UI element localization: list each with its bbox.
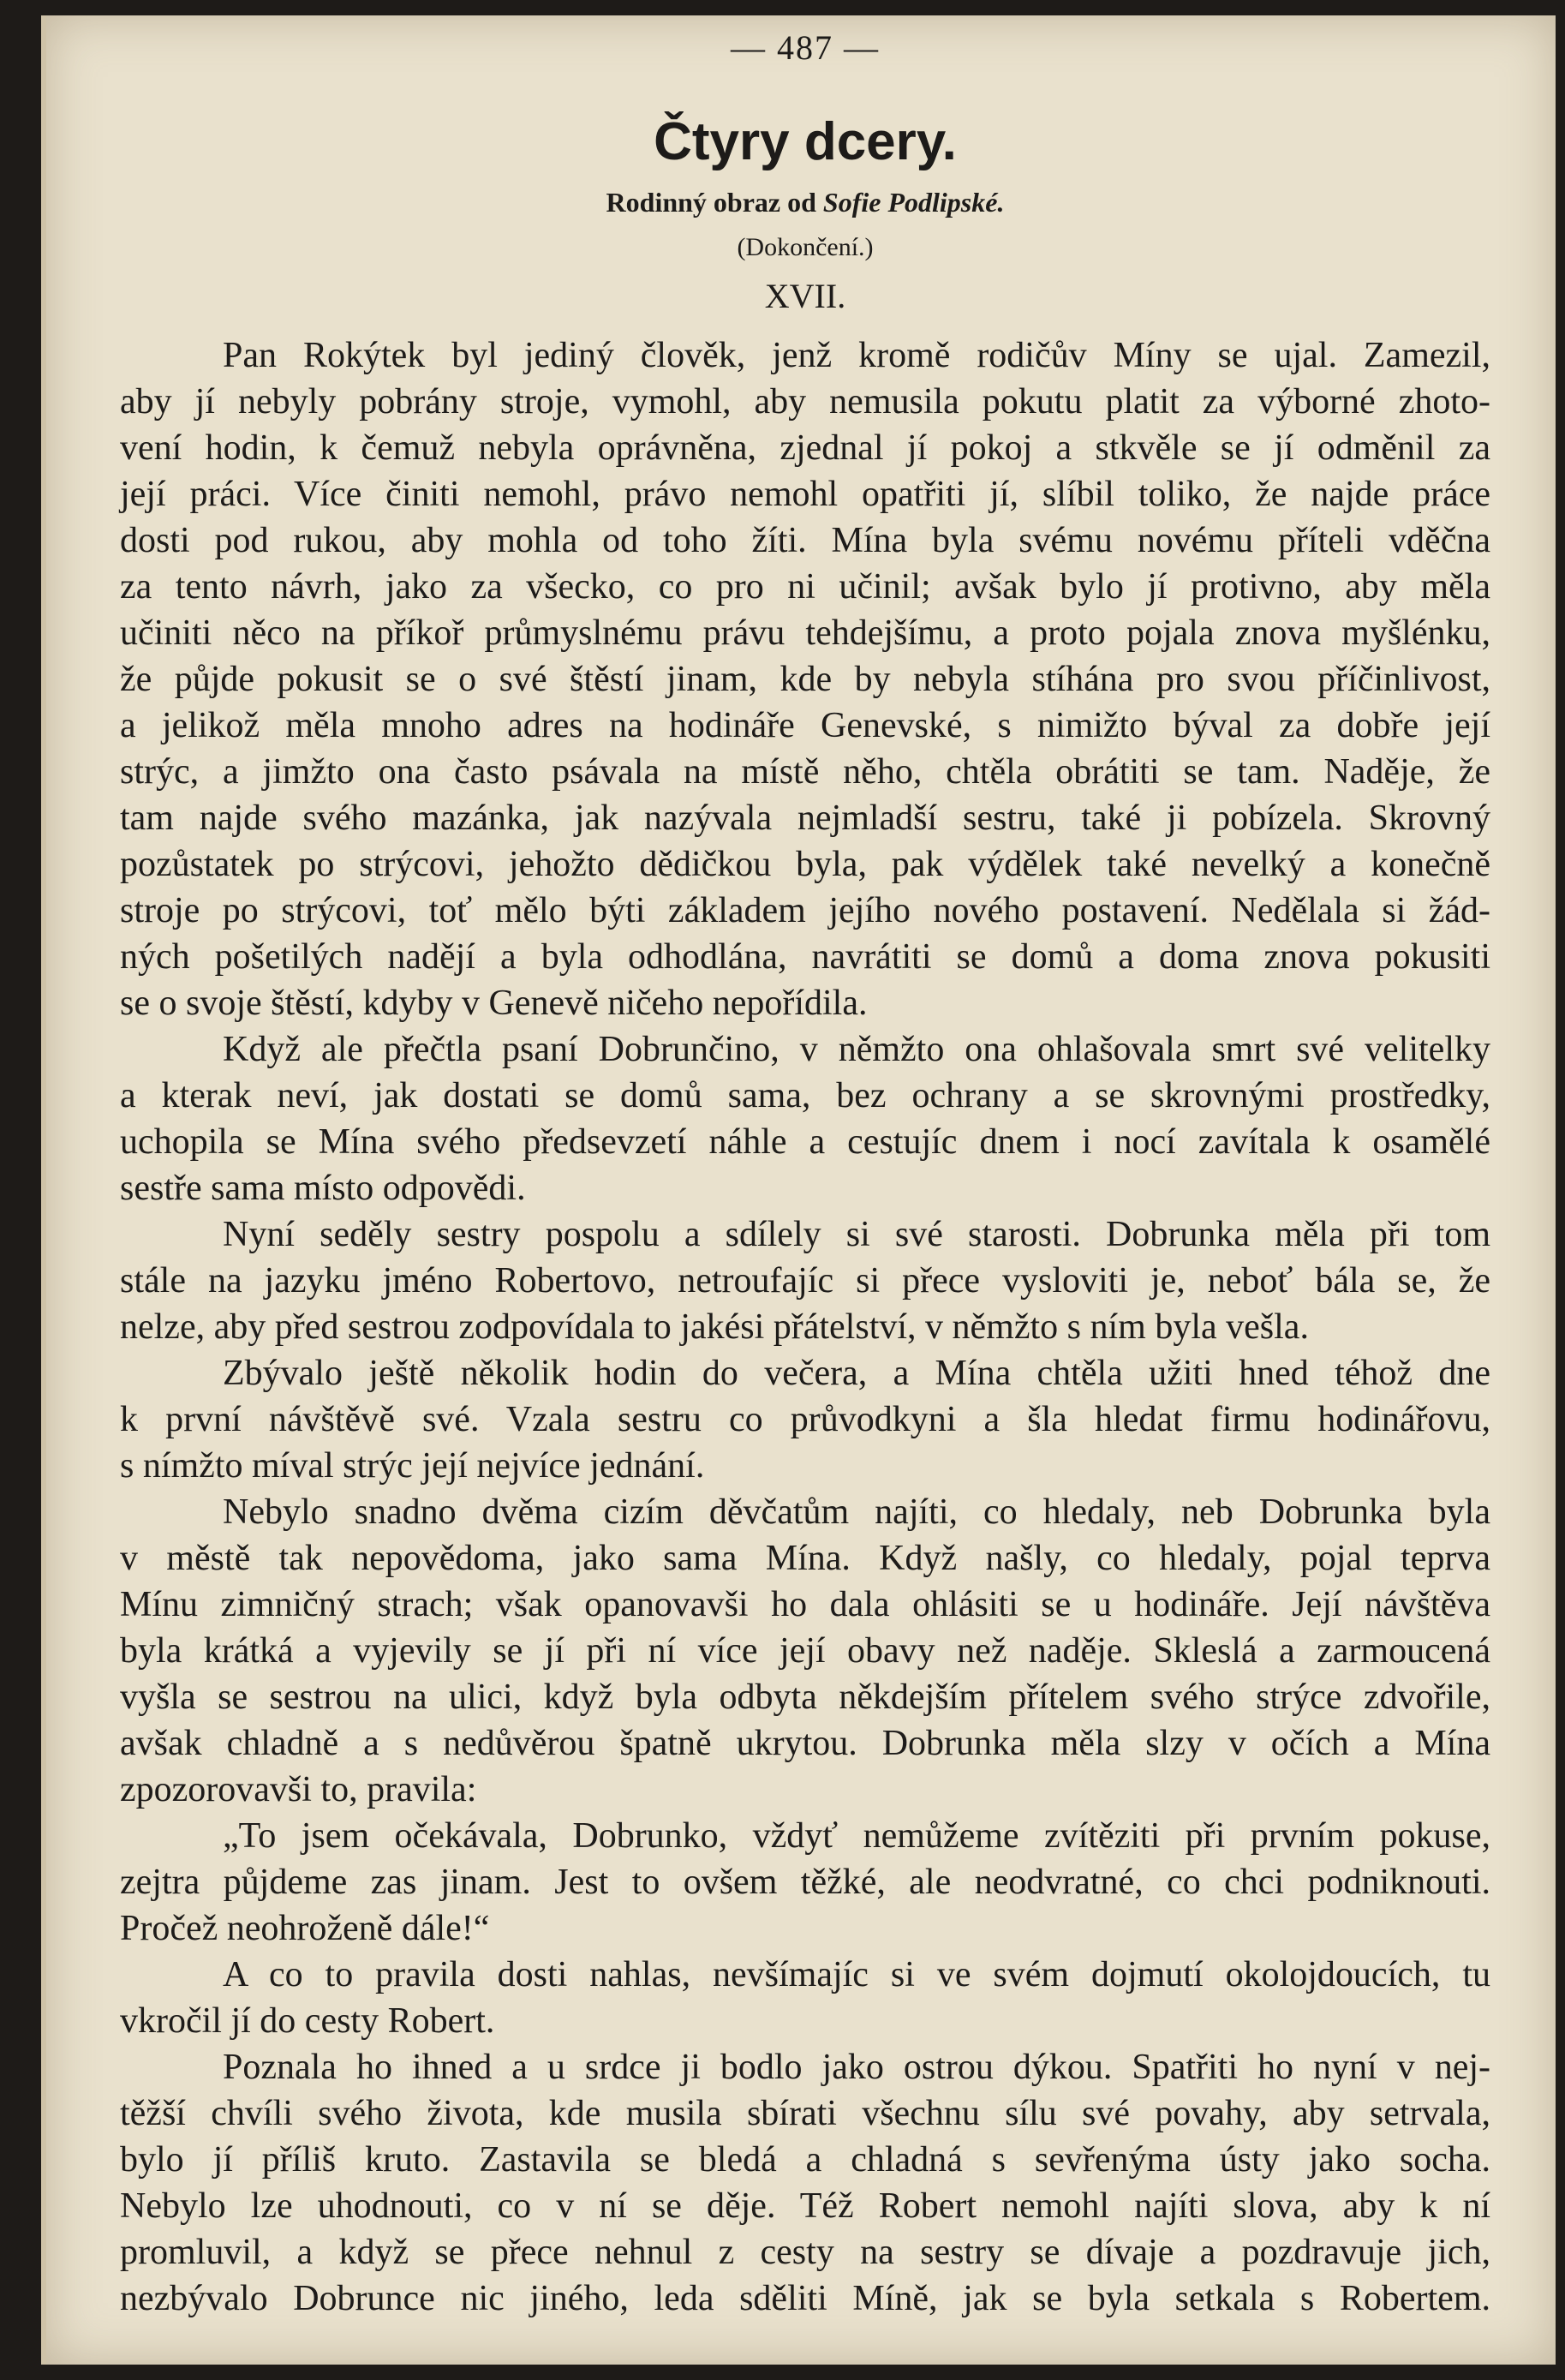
text-line: Poznala ho ihned a u srdce ji bodlo jako ostrou dýkou. Spatřiti ho nyní v nej- <box>223 2048 1490 2087</box>
text-line: nelze, aby před sestrou zodpovídala to jakési přátelství, v němžto s ním byla vešla. <box>120 1307 1309 1347</box>
page-title: Čtyry dcery. <box>654 112 957 171</box>
text-line: sestře sama místo odpovědi. <box>120 1169 526 1208</box>
text-line: Zbývalo ještě několik hodin do večera, a Mína chtěla užiti hned téhož dne <box>223 1354 1490 1393</box>
page-number: — 487 — <box>731 28 880 67</box>
chapter-heading: XVII. <box>764 277 846 315</box>
text-line: dosti pod rukou, aby mohla od toho žíti. Mína byla svému novému příteli vděčna <box>120 521 1490 560</box>
text-line: že půjde pokusit se o své štěstí jinam, kde by nebyla stíhána pro svou příčinlivost, <box>120 660 1490 699</box>
text-line: Nebylo snadno dvěma cizím děvčatům najíti, co hledaly, neb Dobrunka byla <box>223 1492 1490 1532</box>
continuation-note: (Dokončení.) <box>737 233 874 261</box>
text-line: Nyní seděly sestry pospolu a sdílely si své starosti. Dobrunka měla při tom <box>223 1215 1490 1254</box>
text-line: zpozorovavši to, pravila: <box>120 1770 477 1809</box>
text-line: stroje po strýcovi, toť mělo býti základem jejího nového postavení. Nedělala si žád- <box>120 891 1490 930</box>
text-line: a jelikož měla mnoho adres na hodináře Genevské, s nimižto býval za dobře její <box>120 706 1490 745</box>
text-line: zejtra půjdeme zas jinam. Jest to ovšem těžké, ale neodvratné, co chci podniknouti. <box>120 1863 1490 1902</box>
text-line: Pan Rokýtek byl jediný člověk, jenž kromě rodičův Míny se ujal. Zamezil, <box>223 336 1490 375</box>
text-line: Nebylo lze uhodnouti, co v ní se děje. Též Robert nemohl najíti slova, aby k ní <box>120 2186 1490 2226</box>
text-line: stále na jazyku jméno Robertovo, netroufajíc si přece vysloviti je, neboť bála se, že <box>120 1261 1490 1301</box>
text-line: v městě tak nepovědoma, jako sama Mína. Když našly, co hledaly, pojal teprva <box>120 1539 1490 1578</box>
text-line: strýc, a jimžto ona často psávala na místě něho, chtěla obrátiti se tam. Naděje, že <box>120 752 1490 792</box>
text-line: za tento návrh, jako za všecko, co pro ni učinil; avšak bylo jí protivno, aby měla <box>120 567 1490 607</box>
text-line: vkročil jí do cesty Robert. <box>120 2001 495 2041</box>
text-line: uchopila se Mína svého předsevzetí náhle a cestujíc dnem i nocí zavítala k osamělé <box>120 1122 1490 1162</box>
text-line: byla krátká a vyjevily se jí při ní více její obavy než naděje. Skleslá a zarmoucená <box>120 1631 1490 1671</box>
text-line: tam najde svého mazánka, jak nazývala nejmladší sestru, také ji pobízela. Skrovný <box>120 798 1490 838</box>
text-line: nezbývalo Dobrunce nic jiného, leda sděliti Míně, jak se byla setkala s Robertem. <box>120 2279 1490 2318</box>
text-line: Pročež neohroženě dále!“ <box>120 1909 490 1948</box>
text-line: bylo jí příliš kruto. Zastavila se bledá a chladná s sevřenýma ústy jako socha. <box>120 2140 1490 2180</box>
text-line: aby jí nebyly pobrány stroje, vymohl, aby nemusila pokutu platit za výborné zhoto- <box>120 382 1490 422</box>
text-line: promluvil, a když se přece nehnul z cesty na sestry se dívaje a pozdravuje jich, <box>120 2233 1490 2272</box>
subtitle-prefix: Rodinný obraz od <box>606 187 823 218</box>
text-line: ných pošetilých nadějí a byla odhodlána, navrátiti se domů a doma znova pokusiti <box>120 937 1490 977</box>
text-line: „To jsem očekávala, Dobrunko, vždyť nemůžeme zvítěziti při prvním pokuse, <box>223 1816 1490 1856</box>
text-line: a kterak neví, jak dostati se domů sama, bez ochrany a se skrovnými prostředky, <box>120 1076 1490 1115</box>
text-line: její práci. Více činiti nemohl, právo nemohl opatřiti jí, slíbil toliko, že najde práce <box>120 475 1490 514</box>
text-line: A co to pravila dosti nahlas, nevšímajíc si ve svém dojmutí okolojdoucích, tu <box>223 1955 1490 1994</box>
text-line: vyšla se sestrou na ulici, když byla odbyta někdejším přítelem svého strýce zdvořile, <box>120 1677 1490 1717</box>
book-page <box>41 15 1556 2365</box>
text-line: Mínu zimničný strach; však opanovavši ho dala ohlásiti se u hodináře. Její návštěva <box>120 1585 1490 1624</box>
text-line: pozůstatek po strýcovi, jehožto dědičkou byla, pak výdělek také nevelký a konečně <box>120 845 1490 884</box>
text-line: Když ale přečtla psaní Dobrunčino, v němžto ona ohlašovala smrt své velitelky <box>223 1030 1490 1069</box>
text-line: k první návštěvě své. Vzala sestru co průvodkyni a šla hledat firmu hodinářovu, <box>120 1400 1490 1439</box>
text-line: učiniti něco na příkoř průmyslnému právu tehdejšímu, a proto pojala znova myšlénku, <box>120 613 1490 653</box>
body-text <box>120 332 1490 2322</box>
subtitle-author: Sofie Podlipské. <box>822 187 1005 218</box>
text-line: vení hodin, k čemuž nebyla oprávněna, zjednal jí pokoj a stkvěle se jí odměnil za <box>120 428 1490 468</box>
text-line: těžší chvíli svého života, kde musila sbírati všechnu sílu své povahy, aby setrvala, <box>120 2094 1490 2133</box>
text-line: s nímžto míval strýc její nejvíce jednání. <box>120 1446 705 1486</box>
subtitle <box>120 187 1490 218</box>
text-line: avšak chladně a s nedůvěrou špatně ukrytou. Dobrunka měla slzy v očích a Mína <box>120 1724 1490 1763</box>
text-line: se o svoje štěstí, kdyby v Genevě ničeho nepořídila. <box>120 984 868 1023</box>
